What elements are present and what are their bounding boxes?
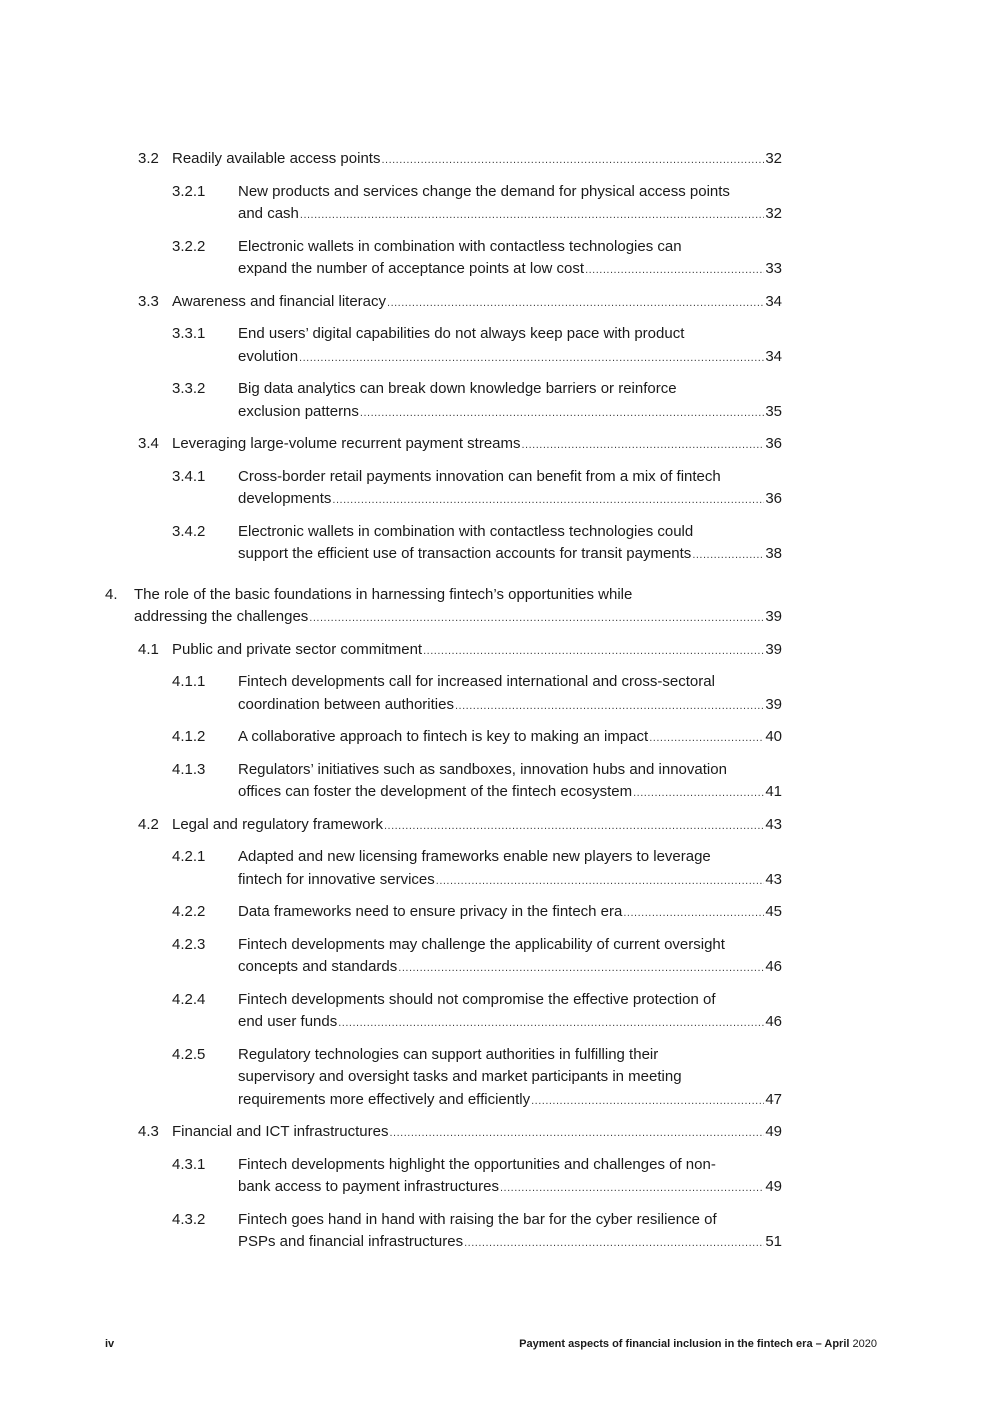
toc-entry-title-line: expand the number of acceptance points at low cost	[238, 260, 585, 277]
toc-entry-title-line: New products and services change the demand for physical access points	[238, 182, 730, 200]
toc-entry-title	[238, 934, 782, 980]
footer-document-title	[519, 1338, 877, 1350]
toc-entry-page-number: 43	[765, 815, 782, 833]
toc-entry-page-number: 46	[765, 958, 782, 975]
toc-entry-number: 4.2.3	[172, 935, 206, 953]
toc-entry[interactable]	[105, 1121, 782, 1145]
toc-entry-number: 3.4.1	[172, 467, 206, 485]
toc-entry-number: 4.	[105, 585, 118, 603]
dot-leader	[585, 259, 764, 282]
toc-entry-title	[238, 671, 782, 717]
dot-leader	[464, 1232, 764, 1255]
toc-entry-page-number: 39	[765, 640, 782, 658]
toc-entry-number: 3.3.2	[172, 380, 206, 397]
dot-leader	[381, 149, 764, 172]
toc-entry-title-line: A collaborative approach to fintech is key to making an impact	[238, 728, 649, 745]
toc-entry-title-line: Fintech developments call for increased international and cross-sectoral	[238, 673, 715, 690]
toc-entry[interactable]	[105, 901, 782, 925]
toc-entry-title-line: Public and private sector commitment	[172, 640, 423, 658]
toc-entry-title-line: bank access to payment infrastructures	[238, 1178, 499, 1195]
toc-entry-page-number: 49	[765, 1178, 782, 1195]
dot-leader	[300, 204, 764, 227]
toc-entry-page-number: 33	[765, 260, 782, 277]
dot-leader	[455, 695, 764, 718]
dot-leader	[423, 640, 764, 663]
dot-leader	[623, 902, 764, 925]
toc-entry-title	[238, 236, 782, 282]
toc-entry-title-line: Legal and regulatory framework	[172, 815, 383, 833]
toc-entry[interactable]	[105, 989, 782, 1035]
toc-entry-page-number: 34	[765, 347, 782, 365]
toc-entry[interactable]	[105, 726, 782, 750]
toc-entry-title-line: addressing the challenges	[134, 608, 309, 625]
toc-entry[interactable]	[105, 639, 782, 663]
toc-entry-title-line: End users’ digital capabilities do not always keep pace with product	[238, 325, 685, 342]
toc-entry-title-line: evolution	[238, 347, 299, 365]
toc-entry-title-line: Leveraging large-volume recurrent payment streams	[172, 435, 521, 452]
toc-entry-number: 4.2	[138, 815, 159, 833]
toc-entry-title	[172, 148, 782, 172]
toc-entry-title	[238, 901, 782, 925]
dot-leader	[384, 815, 764, 838]
dot-leader	[360, 402, 764, 425]
dot-leader	[398, 957, 764, 980]
toc-entry-title-line: end user funds	[238, 1013, 338, 1030]
dot-leader	[531, 1090, 764, 1113]
toc-entry-title-line: Electronic wallets in combination with contactless technologies can	[238, 237, 682, 255]
toc-entry-number: 4.1	[138, 640, 159, 658]
toc-entry-title-line: Awareness and financial literacy	[172, 292, 387, 310]
toc-entry-number: 3.2	[138, 150, 159, 167]
dot-leader	[332, 489, 764, 512]
dot-leader	[436, 870, 765, 893]
toc-entry-title	[238, 466, 782, 512]
toc-entry-page-number: 36	[765, 490, 782, 507]
toc-entry-number: 3.3	[138, 292, 159, 310]
toc-entry-title-line: The role of the basic foundations in harnessing fintech’s opportunities while	[134, 585, 633, 603]
toc-entry-number: 4.2.4	[172, 990, 206, 1008]
toc-entry-title	[238, 323, 782, 369]
toc-entry-title	[238, 1154, 782, 1200]
toc-entry-page-number: 41	[765, 783, 782, 800]
toc-entry-title	[238, 989, 782, 1035]
toc-entry-number: 4.1.2	[172, 728, 206, 745]
dot-leader	[522, 434, 765, 457]
toc-entry-page-number: 49	[765, 1123, 782, 1140]
toc-entry-page-number: 40	[765, 728, 782, 745]
toc-entry[interactable]	[105, 466, 782, 512]
toc-entry-page-number: 46	[765, 1013, 782, 1030]
footer-year: 2020	[852, 1338, 877, 1350]
toc-entry-title-line: Fintech developments may challenge the applicability of current oversight	[238, 935, 725, 953]
toc-entry[interactable]	[105, 584, 782, 630]
toc-entry[interactable]	[105, 1154, 782, 1200]
toc-entry-page-number: 47	[765, 1090, 782, 1108]
toc-entry-title-line: requirements more effectively and efficiently	[238, 1090, 531, 1108]
toc-entry-title-line: Adapted and new licensing frameworks enable new players to leverage	[238, 848, 711, 865]
dot-leader	[299, 347, 764, 370]
table-of-contents	[105, 148, 782, 1255]
toc-entry-title-line: and cash	[238, 205, 299, 222]
toc-entry-title	[172, 639, 782, 663]
dot-leader	[633, 782, 764, 805]
toc-entry-title-line: Financial and ICT infrastructures	[172, 1123, 389, 1140]
toc-entry-page-number: 51	[765, 1233, 782, 1250]
toc-entry-number: 4.1.3	[172, 760, 206, 778]
toc-entry[interactable]	[105, 759, 782, 805]
dot-leader	[389, 1122, 764, 1145]
dot-leader	[692, 544, 764, 567]
toc-entry-title	[238, 846, 782, 892]
dot-leader	[649, 727, 764, 750]
toc-entry-title	[134, 584, 782, 630]
footer-page-number: iv	[105, 1338, 115, 1350]
toc-entry-number: 3.3.1	[172, 325, 206, 342]
toc-entry-page-number: 39	[765, 608, 782, 625]
toc-entry[interactable]	[105, 291, 782, 315]
toc-entry-title-line: Big data analytics can break down knowledge barriers or reinforce	[238, 380, 677, 397]
toc-entry-title	[238, 1209, 782, 1255]
toc-entry-title-line: PSPs and financial infrastructures	[238, 1233, 464, 1250]
dot-leader	[309, 607, 764, 630]
toc-entry-page-number: 43	[765, 870, 782, 888]
toc-entry[interactable]	[105, 521, 782, 567]
toc-entry[interactable]	[105, 814, 782, 838]
dot-leader	[387, 292, 764, 315]
toc-entry-title-line: Regulators’ initiatives such as sandboxes, innovation hubs and innovation	[238, 760, 727, 778]
toc-entry-number: 4.2.5	[172, 1045, 206, 1063]
dot-leader	[338, 1012, 764, 1035]
toc-entry-page-number: 39	[765, 695, 782, 713]
toc-entry-number: 4.1.1	[172, 673, 206, 690]
toc-entry-title-line: offices can foster the development of the fintech ecosystem	[238, 783, 633, 800]
toc-entry-number: 4.3.1	[172, 1155, 206, 1173]
toc-entry[interactable]	[105, 236, 782, 282]
toc-entry-page-number: 35	[765, 402, 782, 420]
toc-entry-title-line: Fintech goes hand in hand with raising the bar for the cyber resilience of	[238, 1210, 717, 1228]
toc-entry[interactable]	[105, 1044, 782, 1113]
toc-entry-number: 3.4	[138, 435, 159, 452]
toc-entry[interactable]	[105, 846, 782, 892]
toc-entry[interactable]	[105, 934, 782, 980]
toc-entry-number: 3.4.2	[172, 522, 206, 540]
toc-entry-title-line: support the efficient use of transaction accounts for transit payments	[238, 545, 692, 562]
toc-entry-title	[172, 814, 782, 838]
toc-entry[interactable]	[105, 433, 782, 457]
toc-entry[interactable]	[105, 378, 782, 424]
toc-entry-title-line: Fintech developments highlight the opportunities and challenges of non-	[238, 1155, 716, 1173]
toc-entry-title-line: exclusion patterns	[238, 402, 359, 420]
toc-entry-title	[238, 726, 782, 750]
toc-entry-title	[238, 181, 782, 227]
dot-leader	[500, 1177, 764, 1200]
toc-entry-title	[238, 1044, 782, 1113]
toc-entry-page-number: 45	[765, 903, 782, 920]
toc-entry-title-line: Cross-border retail payments innovation can benefit from a mix of fintech	[238, 467, 721, 485]
toc-entry-title-line: Fintech developments should not compromise the effective protection of	[238, 990, 716, 1008]
toc-entry-page-number: 32	[765, 150, 782, 167]
toc-entry-number: 3.2.1	[172, 182, 206, 200]
toc-entry-title-line: fintech for innovative services	[238, 870, 435, 888]
toc-entry[interactable]	[105, 181, 782, 227]
page-footer	[105, 1338, 877, 1350]
footer-title-text: Payment aspects of financial inclusion in the fintech era – April	[519, 1338, 850, 1350]
toc-entry-title-line: supervisory and oversight tasks and market participants in meeting	[238, 1068, 682, 1085]
toc-entry-title	[172, 433, 782, 457]
toc-entry-number: 4.3.2	[172, 1210, 206, 1228]
toc-entry-number: 4.2.1	[172, 848, 206, 865]
toc-entry-title-line: coordination between authorities	[238, 695, 454, 713]
toc-entry[interactable]	[105, 671, 782, 717]
toc-entry[interactable]	[105, 323, 782, 369]
toc-entry[interactable]	[105, 1209, 782, 1255]
toc-entry-title	[172, 1121, 782, 1145]
toc-entry-number: 3.2.2	[172, 237, 206, 255]
toc-entry-page-number: 34	[765, 292, 782, 310]
toc-entry-page-number: 36	[765, 435, 782, 452]
toc-entry-title	[238, 378, 782, 424]
toc-entry-title-line: Readily available access points	[172, 150, 381, 167]
toc-entry-title	[238, 759, 782, 805]
toc-entry[interactable]	[105, 148, 782, 172]
toc-entry-title-line: concepts and standards	[238, 958, 398, 975]
toc-entry-number: 4.2.2	[172, 903, 206, 920]
toc-entry-page-number: 32	[765, 205, 782, 222]
toc-entry-page-number: 38	[765, 545, 782, 562]
toc-entry-title-line: Regulatory technologies can support authorities in fulfilling their	[238, 1045, 659, 1063]
toc-entry-title-line: developments	[238, 490, 332, 507]
toc-entry-title-line: Data frameworks need to ensure privacy in the fintech era	[238, 903, 623, 920]
toc-entry-title-line: Electronic wallets in combination with contactless technologies could	[238, 522, 694, 540]
toc-entry-title	[238, 521, 782, 567]
toc-entry-title	[172, 291, 782, 315]
toc-entry-number: 4.3	[138, 1123, 159, 1140]
